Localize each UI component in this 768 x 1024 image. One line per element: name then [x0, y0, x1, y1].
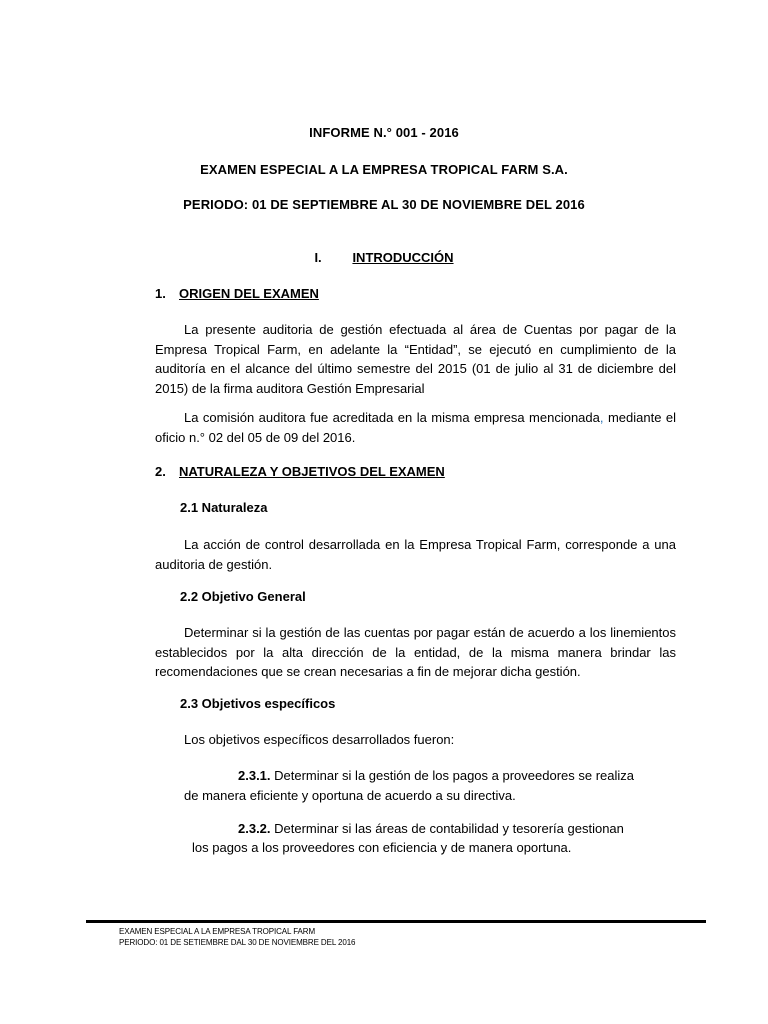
- footer-line-2: PERIODO: 01 DE SETIEMBRE DAL 30 DE NOVIEMBRE DEL 2016: [119, 938, 356, 947]
- section-title: INTRODUCCIÓN: [352, 250, 454, 265]
- objective-number: 2.3.2.: [238, 821, 271, 836]
- paragraph-text: mediante el oficio n.° 02 del 05 de 09 del 2016.: [155, 410, 677, 445]
- paragraph-objetivo-general: Determinar si la gestión de las cuentas por pagar están de acuerdo a los linemientos establecidos por la alta dirección de la entidad, de la misma manera brindar las recomendaciones que se crean necesarias a fin de mejorar dicha gestión.: [155, 625, 676, 679]
- footer-line-1: EXAMEN ESPECIAL A LA EMPRESA TROPICAL FARM: [119, 927, 316, 936]
- section-introduccion: [0, 250, 768, 265]
- heading-objetivo-general: 2.2 Objetivo General: [180, 589, 306, 604]
- paragraph-naturaleza: La acción de control desarrollada en la Empresa Tropical Farm, corresponde a una auditoria de gestión.: [155, 537, 676, 572]
- heading-number: 2.: [155, 464, 166, 479]
- comma-mark: ,: [599, 410, 604, 425]
- objective-text: Determinar si la gestión de los pagos a proveedores se realiza: [270, 768, 635, 783]
- heading-objetivos-especificos: 2.3 Objetivos específicos: [180, 696, 336, 711]
- heading-title: ORIGEN DEL EXAMEN: [179, 286, 319, 301]
- section-number: I.: [314, 250, 322, 265]
- heading-naturaleza-objetivos: [155, 464, 445, 479]
- paragraph-origen-2: [155, 408, 676, 447]
- heading-origen: [155, 286, 319, 301]
- heading-number: 1.: [155, 286, 166, 301]
- report-period: PERIODO: 01 DE SEPTIEMBRE AL 30 DE NOVIEMBRE DEL 2016: [183, 197, 585, 212]
- objective-2-3-2-line2: los pagos a los proveedores con eficiencia y de manera oportuna.: [192, 840, 572, 855]
- paragraph-objetivos-intro: Los objetivos específicos desarrollados fueron:: [184, 732, 455, 747]
- heading-title: NATURALEZA Y OBJETIVOS DEL EXAMEN: [179, 464, 445, 479]
- objective-number: 2.3.1.: [238, 768, 271, 783]
- report-subject: EXAMEN ESPECIAL A LA EMPRESA TROPICAL FARM S.A.: [200, 162, 568, 177]
- footer-rule: [86, 920, 706, 923]
- objective-2-3-1-line2: de manera eficiente y oportuna de acuerdo a su directiva.: [184, 788, 516, 803]
- report-number: INFORME N.° 001 - 2016: [309, 125, 459, 140]
- objective-text: Determinar si las áreas de contabilidad y tesorería gestionan: [270, 821, 624, 836]
- heading-naturaleza: 2.1 Naturaleza: [180, 500, 268, 515]
- objective-2-3-1-line1: [238, 766, 634, 786]
- paragraph-text: La comisión auditora fue acreditada en la misma empresa mencionada: [184, 410, 600, 425]
- paragraph-origen-1: La presente auditoria de gestión efectuada al área de Cuentas por pagar de la Empresa Tropical Farm, en adelante la “Entidad”, se ejecutó en cumplimiento de la auditoría en el alcance del último semestre del 2015 (01 de julio al 31 de diciembre del 2015) de la firma auditora Gestión Empresarial: [155, 322, 676, 396]
- objective-2-3-2-line1: [238, 819, 624, 839]
